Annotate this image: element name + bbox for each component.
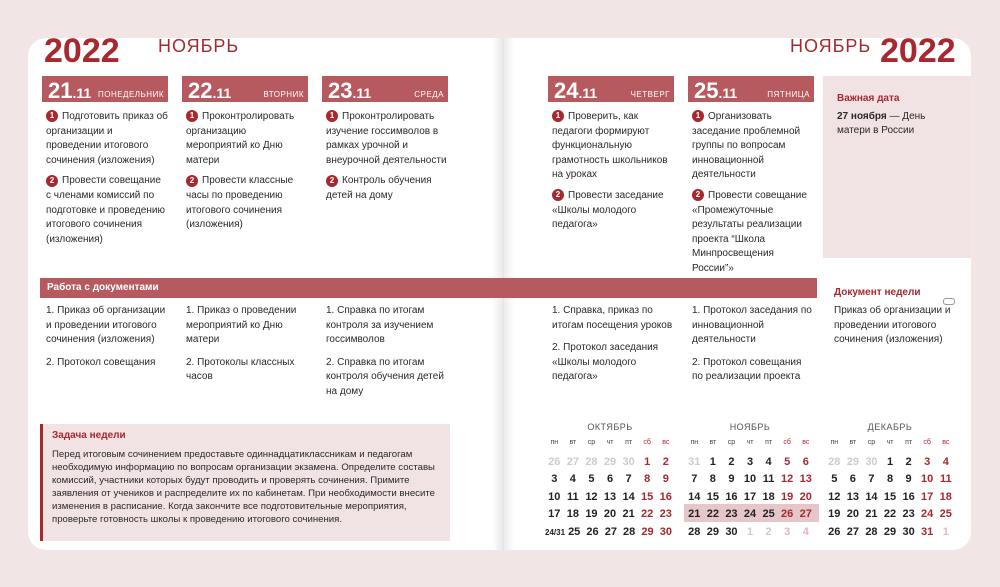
day-weekday: ПОНЕДЕЛЬНИК [97,90,164,99]
calendar-day: 29 [706,525,719,538]
calendar-day: 28 [828,455,841,468]
calendar-day: 9 [662,473,669,485]
task-item [326,174,448,203]
docs-col-3 [326,304,448,400]
calendar-1 [685,422,815,541]
calendar-day: 23 [725,508,738,520]
calendar-weekday: пн [830,439,839,446]
task-number-badge: 2 [326,175,338,187]
calendar-day: 3 [924,455,931,468]
calendar-day: 3 [784,525,791,538]
month-right: НОЯБРЬ [790,36,872,56]
calendar-day: 24 [743,508,757,520]
month-left: НОЯБРЬ [158,36,240,56]
task-number-badge: 2 [692,189,704,201]
task-item [46,174,168,247]
calendar-weekday: чт [606,439,614,446]
calendar-weekdays [825,436,955,454]
calendar-day: 7 [691,473,698,485]
day-weekday: ПЯТНИЦА [767,90,810,99]
calendar-week-row [685,454,815,472]
calendar-day: 15 [641,490,654,503]
doc-item: 2. Протоколы классных часов [186,356,295,383]
calendar-day: 11 [567,490,579,503]
day-header-22 [182,76,308,102]
day-tasks-21 [46,110,168,247]
calendar-day: 15 [706,490,719,503]
calendar-day: 27 [846,525,859,538]
calendar-day: 21 [865,508,878,520]
calendar-weekday: вс [662,439,670,446]
calendar-month-title: ОКТЯБРЬ [587,422,633,432]
calendar-day: 18 [566,508,579,520]
calendar-day: 13 [799,473,812,485]
calendar-day: 19 [828,508,841,520]
calendar-day: 26 [586,525,599,538]
task-number-badge: 1 [186,110,198,122]
calendar-weekday: чт [746,439,754,446]
calendar-day: 10 [548,490,561,503]
document-week-title: Документ недели [834,287,921,298]
task-item [186,174,308,232]
docs-col-4 [552,304,674,385]
calendar-day: 6 [606,473,614,485]
calendar-day: 28 [623,525,636,538]
calendar-day: 17 [743,490,757,503]
calendar-day: 2 [728,455,735,468]
task-item [692,110,814,183]
calendar-day: 21 [688,508,701,520]
calendar-weekday: пт [625,439,633,446]
day-suffix: .11 [578,85,598,101]
docs-col-2 [186,304,308,385]
calendar-week-row [545,471,675,489]
doc-item: 2. Справка по итогам контроля обучения детей на дому [326,356,444,397]
calendar-day: 16 [725,490,738,503]
task-text: Провести классные часы по проведению итогового сочинения (изложения) [186,175,294,231]
calendar-month-title: ДЕКАБРЬ [867,422,913,432]
important-date-day: 27 ноября [837,111,887,122]
day-tasks-25 [692,110,814,277]
calendar-day: 29 [883,525,897,538]
calendar-day: 14 [622,490,635,503]
calendar-day: 22 [706,508,719,520]
calendar-weekday: сб [643,439,651,446]
task-text: Проконтролировать организацию мероприятий ко Дню матери [186,111,295,166]
doc-item: 1. Протокол заседания по инновационной деятельности [692,305,812,346]
calendar-day: 19 [781,490,794,503]
day-weekday: СРЕДА [414,90,444,99]
calendar-day: 1 [942,525,949,538]
calendar-day: 17 [548,508,561,520]
calendar-day: 4 [942,455,949,468]
calendar-day: 20 [846,508,859,520]
calendar-day: 30 [659,525,672,538]
calendar-week-row [825,506,955,524]
calendar-week-row [825,524,955,542]
task-number-badge: 1 [692,110,704,122]
day-number: 21 [48,78,73,103]
calendar-day: 13 [846,490,859,503]
calendar-day: 10 [743,473,757,485]
calendar-week-row [825,471,955,489]
calendar-weekday: чт [886,439,894,446]
calendar-day: 30 [902,525,915,538]
task-item [186,110,308,168]
calendar-day: 11 [939,473,952,485]
calendar-day: 4 [765,455,772,468]
calendar-weekday: пн [550,439,559,446]
day-number: 23 [328,78,353,103]
task-week-accent [40,424,43,541]
task-item [692,189,814,277]
task-week-text: Перед итоговым сочинением предоставьте одиннадцатиклассникам и педагогам необходимую информацию по вопросам организации экзамена. Определите составы комиссий, участники которых будут проводить и проверять сочинения. Примите заявления от учеников и распределите их по кабинетам. При необходимости внесите изменения в расписание. Когда закончите все подготовительные мероприятия, проверьте готовность школы к проведению итогового сочинения. [52,449,435,525]
calendar-day: 30 [622,455,635,468]
calendar-day: 6 [802,455,809,468]
calendar-day: 25 [939,508,952,520]
calendar-day: 5 [784,455,791,468]
calendar-day: 5 [588,473,595,485]
day-tasks-22 [186,110,308,233]
day-suffix: .11 [212,85,232,101]
calendar-day: 1 [709,455,716,468]
documents-bar: Работа с документами [40,278,817,298]
calendar-day: 9 [728,473,735,485]
day-number: 22 [188,78,213,103]
calendar-day: 10 [921,473,934,485]
calendar-weekdays [545,436,675,454]
calendar-weekday: пн [690,439,699,446]
task-item [326,110,448,168]
calendar-week-row [685,471,815,489]
calendar-day: 18 [939,490,952,503]
calendar-day: 14 [688,490,701,503]
task-number-badge: 1 [552,110,564,122]
calendar-weekday: ср [727,439,736,446]
day-header-25 [688,76,814,102]
task-text: Провести совещание с членами комиссий по подготовке и проведению итогового сочинения (изложения) [46,175,165,245]
calendar-weekday: сб [783,439,791,446]
calendar-day: 12 [781,473,794,485]
calendar-month-title: НОЯБРЬ [729,422,771,432]
calendar-day: 1 [746,525,754,538]
calendar-day: 30 [725,525,738,538]
day-number: 24 [554,78,579,103]
docs-col-1 [46,304,168,370]
calendar-day: 31 [688,455,701,468]
calendar-day: 26 [781,508,794,520]
calendar-day: 13 [603,490,617,503]
calendar-weekday: вс [802,439,810,446]
calendar-day: 7 [868,473,875,485]
calendar-day: 27 [799,508,812,520]
calendar-day: 26 [548,455,561,468]
task-text: Проконтролировать изучение госсимволов в рамках урочной и внеурочной деятельности [326,111,447,166]
calendar-day: 11 [762,473,775,485]
calendar-day: 2 [662,455,669,468]
calendar-week-row [825,454,955,472]
calendar-day: 18 [762,490,775,503]
calendar-weekday: вт [709,439,717,446]
calendar-day: 1 [886,455,894,468]
calendar-week-row [545,454,675,472]
calendar-weekday: сб [923,439,931,446]
task-text: Провести заседание «Школы молодого педагога» [552,189,664,231]
calendar-0 [545,422,675,541]
task-number-badge: 1 [46,110,58,122]
task-number-badge: 1 [326,110,338,122]
doc-item: 1. Справка по итогам контроля за изучением госсимволов [326,305,434,346]
calendar-day: 25 [762,508,775,520]
calendar-day: 30 [865,455,878,468]
calendar-day: 22 [641,508,654,520]
calendar-day: 2 [905,455,912,468]
calendar-day: 27 [566,455,579,468]
calendar-day: 16 [902,490,915,503]
calendar-day: 19 [585,508,598,520]
doc-item: 1. Приказ об организации и проведении итогового сочинения (изложения) [46,305,166,346]
doc-item: 1. Приказ о проведении мероприятий ко Дню матери [186,305,297,346]
calendar-day: 12 [585,490,598,503]
year-left: 2022 [44,32,120,70]
calendar-week-row [545,524,675,542]
calendar-day: 16 [659,490,672,503]
calendar-day: 8 [644,473,651,485]
calendar-weekday: ср [867,439,876,446]
docs-col-5 [692,304,814,385]
task-number-badge: 2 [186,175,198,187]
doc-item: 2. Протокол заседания «Школы молодого педагога» [552,342,659,383]
task-number-badge: 2 [46,175,58,187]
calendar-day: 21 [622,508,635,520]
calendar-day: 25 [568,525,581,538]
important-date-text [837,110,957,138]
document-week-text: Приказ об организации и проведении итогового сочинения (изложения) [834,305,951,346]
calendar-weekday: пт [905,439,913,446]
calendar-day: 17 [921,490,934,503]
important-date-title: Важная дата [837,93,900,104]
calendar-day: 20 [799,490,812,503]
task-week-title: Задача недели [52,430,126,441]
calendar-day: 28 [865,525,878,538]
doc-item: 1. Справка, приказ по итогам посещения уроков [552,305,673,331]
calendar-day: 24/31 [545,527,566,537]
calendar-weekdays [685,436,815,454]
calendar-day: 12 [828,490,841,503]
calendar-day: 24 [921,508,934,520]
calendar-weekday: пт [765,439,773,446]
calendar-2 [825,422,955,541]
calendar-day: 22 [883,508,897,520]
calendar-day: 31 [921,525,934,538]
day-suffix: .11 [72,85,92,101]
calendar-day: 20 [603,508,617,520]
day-header-24 [548,76,674,102]
calendar-weekday: вс [942,439,950,446]
task-number-badge: 2 [552,189,564,201]
calendar-day: 7 [625,473,632,485]
task-text: Провести совещание «Промежуточные результаты реализации проекта “Школа Минпросвещения России”» [692,189,807,274]
calendar-day: 29 [603,455,617,468]
calendar-day: 9 [905,473,912,485]
calendar-week-row [685,524,815,542]
calendar-week-row [545,506,675,524]
calendar-week-row [685,489,815,507]
calendar-day: 6 [849,473,856,485]
day-suffix: .11 [352,85,372,101]
calendar-day: 14 [865,490,878,503]
calendar-day: 3 [551,473,558,485]
day-tasks-24 [552,110,674,233]
task-text: Подготовить приказ об организации и проведении итогового сочинения (изложения) [46,111,168,166]
calendar-day: 23 [902,508,915,520]
calendar-week-row [545,489,675,507]
doc-item: 2. Протокол совещания [46,356,156,368]
calendar-week-row [685,506,815,524]
task-item [552,189,674,233]
task-item [46,110,168,168]
calendar-day: 4 [802,525,809,538]
calendar-day: 26 [828,525,841,538]
calendar-day: 1 [644,455,651,468]
task-text: Организовать заседание проблемной группы по вопросам инновационной деятельности [692,111,801,181]
calendar-day: 28 [688,525,701,538]
calendar-day: 29 [846,455,859,468]
day-tasks-23 [326,110,448,204]
day-weekday: ЧЕТВЕРГ [630,90,670,99]
calendar-week-row [825,489,955,507]
calendar-day: 8 [709,473,716,485]
calendar-day: 27 [604,525,617,538]
calendar-weekday: вт [849,439,857,446]
day-suffix: .11 [718,85,738,101]
calendar-day: 2 [765,525,772,538]
year-right: 2022 [880,32,956,70]
task-text: Контроль обучения детей на дому [326,175,432,201]
important-date-desc: — День матери в России [837,111,926,136]
calendar-day: 4 [569,473,576,485]
doc-item: 2. Протокол совещания по реализации проекта [692,356,802,383]
calendar-weekday: вт [569,439,577,446]
calendar-day: 15 [883,490,897,503]
day-weekday: ВТОРНИК [263,90,304,99]
calendar-day: 23 [659,508,672,520]
calendar-weekday: ср [587,439,596,446]
calendar-day: 8 [886,473,894,485]
day-header-23 [322,76,448,102]
calendar-day: 29 [641,525,654,538]
calendar-day: 28 [585,455,598,468]
task-text: Проверить, как педагоги формируют функциональную грамотность школьников на уроках [552,111,668,181]
calendar-day: 3 [746,455,754,468]
day-header-21 [42,76,168,102]
task-item [552,110,674,183]
calendar-day: 5 [831,473,838,485]
day-number: 25 [694,78,719,103]
